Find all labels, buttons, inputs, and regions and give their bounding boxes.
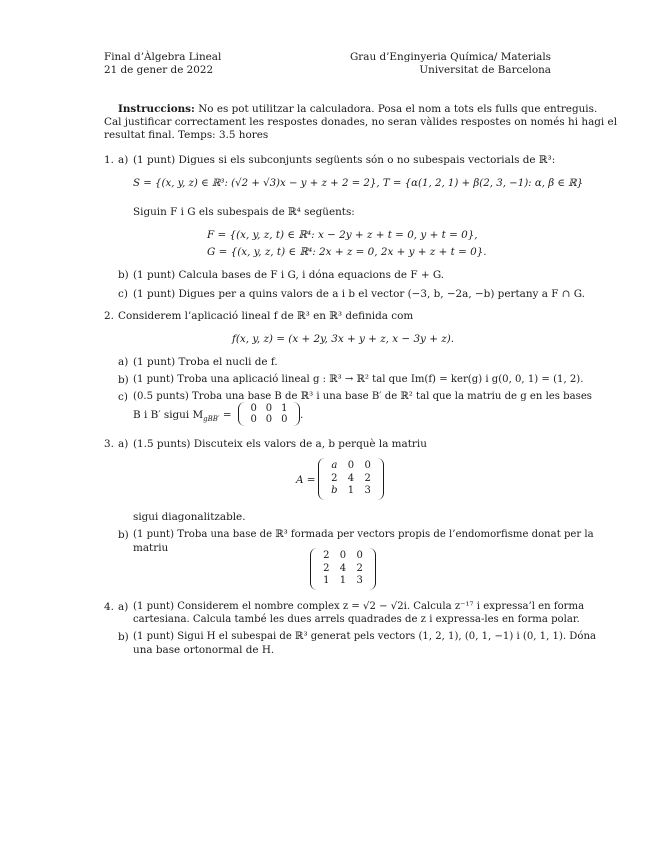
instructions-line-1 <box>118 103 597 115</box>
q2-number: 2. <box>104 310 114 322</box>
q4b-label: b) <box>118 631 129 643</box>
q3-A-matrix-right-paren <box>377 458 384 500</box>
q2c-matrix-subscript: gBB′ <box>203 415 220 424</box>
q2c-text-1: (0.5 punts) Troba una base B de ℝ³ i una base B′ de ℝ² tal que la matriu de g en les bases <box>133 391 592 402</box>
q1a-label: a) <box>118 154 129 166</box>
q2c-label: c) <box>118 391 128 403</box>
q3a-label: a) <box>118 438 129 450</box>
q3-A-matrix-left-paren <box>318 458 325 500</box>
matrix-entry: 2 <box>331 472 338 484</box>
q3-A-matrix <box>318 458 384 502</box>
q3-B-matrix-grid <box>318 550 368 588</box>
matrix-entry: 0 <box>250 414 257 425</box>
q1b-label: b) <box>118 269 129 281</box>
q1a-text: (1 punt) Digues si els subconjunts següents són o no subespais vectorials de ℝ³: <box>133 154 556 166</box>
q1b-text: (1 punt) Calcula bases de F i G, i dóna equacions de F + G. <box>133 269 445 281</box>
q3b-text-1: (1 punt) Troba una base de ℝ³ formada per vectors propis de l’endomorfisme donat per la <box>133 529 594 540</box>
q2c-text-2 <box>133 409 232 425</box>
q1c-label: c) <box>118 288 128 300</box>
q3-B-matrix-right-paren <box>369 548 376 590</box>
q3a-after: sigui diagonalitzable. <box>133 511 246 523</box>
q1-subspaces-intro: Siguin F i G els subespais de ℝ⁴ següents: <box>133 206 355 218</box>
q4-number: 4. <box>104 601 114 613</box>
q2-intro: Considerem l’aplicació lineal f de ℝ³ en ℝ³ definida com <box>118 310 414 322</box>
instructions-text-1: No es pot utilitzar la calculadora. Posa el nom a tots els fulls que entreguis. <box>198 103 598 115</box>
q2c-text-2-main: B i B′ sigui M <box>133 409 204 421</box>
q4b-text-2: una base ortonormal de H. <box>133 644 275 656</box>
q2b-text: (1 punt) Troba una aplicació lineal g : ℝ³ → ℝ² tal que Im(f) = ker(g) i g(0, 0, 1) = (1, 2). <box>133 374 584 385</box>
q2c-matrix-right-paren <box>293 402 300 426</box>
matrix-entry: 0 <box>356 550 363 561</box>
q2-f-definition: f(x, y, z) = (x + 2y, 3x + y + z, x − 3y + z). <box>232 333 455 345</box>
matrix-entry: 0 <box>265 403 273 414</box>
matrix-entry: 3 <box>364 485 371 496</box>
matrix-entry: 0 <box>281 414 288 425</box>
degree-name: Grau d’Enginyeria Química/ Materials <box>350 51 551 63</box>
matrix-entry: 3 <box>356 575 363 586</box>
instructions-line-3: resultat final. Temps: 3.5 hores <box>104 129 269 141</box>
q3-B-matrix <box>310 548 376 592</box>
matrix-entry: 4 <box>347 472 355 484</box>
matrix-entry: 2 <box>356 562 363 574</box>
q3a-text: (1.5 punts) Discuteix els valors de a, b perquè la matriu <box>133 438 427 450</box>
matrix-entry: a <box>331 460 338 471</box>
q1c-text: (1 punt) Digues per a quins valors de a i b el vector (−3, b, −2a, −b) pertany a F ∩ G. <box>133 288 585 300</box>
matrix-entry: 1 <box>323 575 330 586</box>
q4b-text-1: (1 punt) Sigui H el subespai de ℝ³ generat pels vectors (1, 2, 1), (0, 1, −1) i (0, 1, 1). Dóna <box>133 631 596 642</box>
matrix-entry: 0 <box>347 460 355 471</box>
q4a-text-1: (1 punt) Considerem el nombre complex z = √2 − √2i. Calcula z⁻¹⁷ i expressa’l en forma <box>133 601 585 612</box>
q1a-sets: S = {(x, y, z) ∈ ℝ³: (√2 + √3)x − y + z + 2 = 2}, T = {α(1, 2, 1) + β(2, 3, −1): α, β ∈ ℝ} <box>133 178 584 189</box>
matrix-entry: 0 <box>250 403 257 414</box>
matrix-entry: 2 <box>364 472 371 484</box>
matrix-entry: b <box>331 485 338 496</box>
exam-date: 21 de gener de 2022 <box>104 64 214 76</box>
q2c-equals: = <box>222 409 232 421</box>
q2b-label: b) <box>118 374 129 386</box>
course-title: Final d’Àlgebra Lineal <box>104 51 222 63</box>
instructions-line-2: Cal justificar correctament les respostes donades, no seran vàlides respostes on només hi hagi el <box>104 116 618 128</box>
q2c-matrix-left-paren <box>238 402 245 426</box>
q3b-text-2: matriu <box>133 542 169 554</box>
matrix-entry: 0 <box>265 414 273 425</box>
q2a-label: a) <box>118 356 129 368</box>
matrix-entry: 2 <box>323 550 330 561</box>
matrix-entry: 4 <box>339 562 347 574</box>
q3-B-matrix-left-paren <box>310 548 317 590</box>
q3-A-label: A = <box>296 474 316 486</box>
university-name: Universitat de Barcelona <box>419 64 551 76</box>
q4a-label: a) <box>118 601 129 613</box>
q3b-label: b) <box>118 529 129 541</box>
q2a-text: (1 punt) Troba el nucli de f. <box>133 356 278 368</box>
q1-F-definition: F = {(x, y, z, t) ∈ ℝ⁴: x − 2y + z + t = 0, y + t = 0}, <box>207 229 478 241</box>
q4a-text-2: cartesiana. Calcula també les dues arrels quadrades de z i expressa-les en forma polar. <box>133 614 580 625</box>
q2c-matrix-grid <box>246 403 292 425</box>
matrix-entry: 1 <box>281 403 288 414</box>
matrix-entry: 0 <box>339 550 347 561</box>
q3-number: 3. <box>104 438 114 450</box>
matrix-entry: 1 <box>347 485 355 496</box>
q1-number: 1. <box>104 154 114 166</box>
q1-G-definition: G = {(x, y, z, t) ∈ ℝ⁴: 2x + z = 0, 2x + y + z + t = 0}. <box>207 246 487 258</box>
matrix-entry: 2 <box>323 562 330 574</box>
instructions-label: Instruccions: <box>118 103 195 115</box>
q3-A-matrix-grid <box>326 460 376 498</box>
matrix-entry: 0 <box>364 460 371 471</box>
matrix-entry: 1 <box>339 575 347 586</box>
q2c-period: . <box>300 409 304 421</box>
q2c-matrix <box>238 402 300 428</box>
